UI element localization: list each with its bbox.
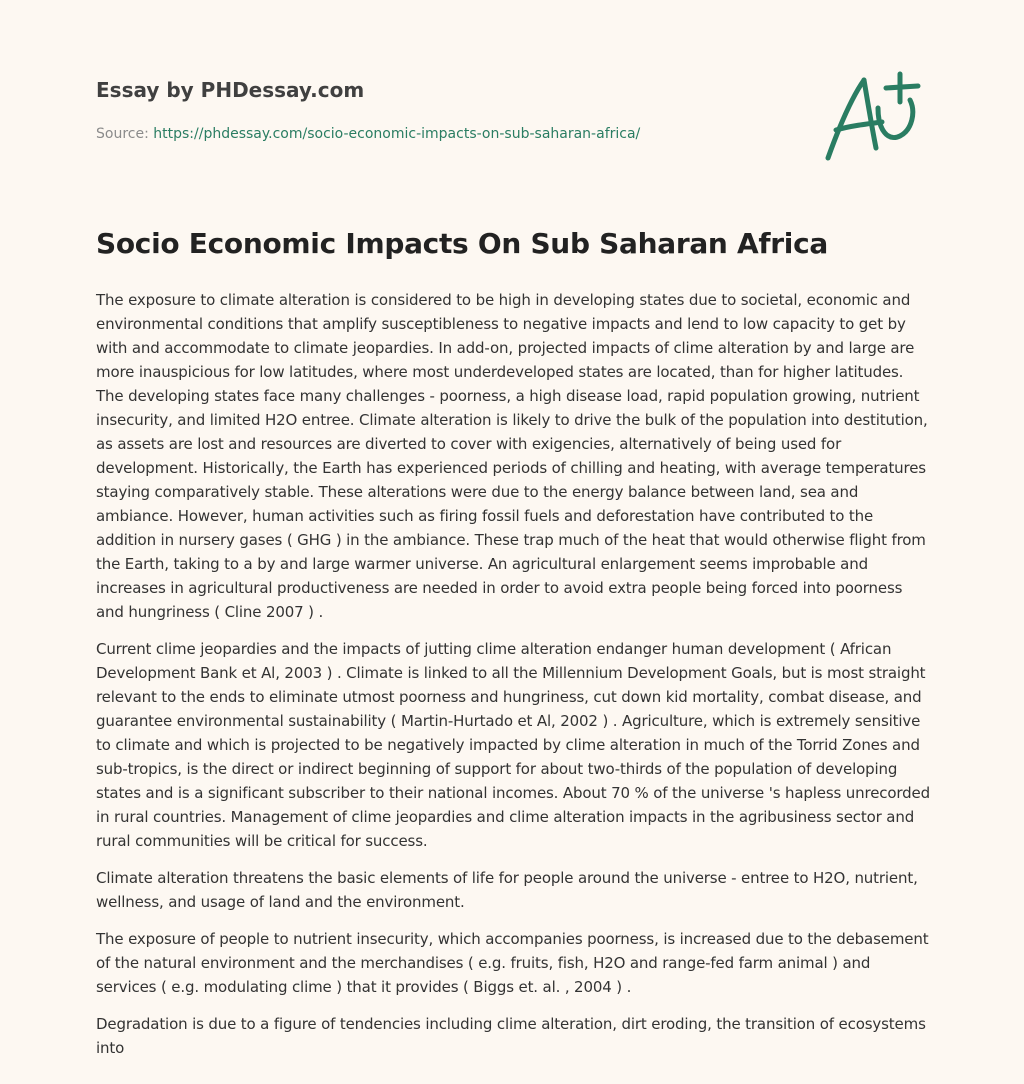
source-label: Source:: [96, 126, 154, 142]
header: [96, 76, 796, 144]
source-link[interactable]: https://phdessay.com/socio-economic-impacts-on-sub-saharan-africa/: [153, 126, 641, 142]
document-title: Socio Economic Impacts On Sub Saharan Africa: [96, 227, 828, 260]
paragraph: Degradation is due to a figure of tendencies including clime alteration, dirt eroding, the transition of ecosystems into: [96, 1015, 926, 1057]
source-line: [96, 124, 796, 144]
paragraph: Current clime jeopardies and the impacts of jutting clime alteration endanger human development ( African Development Bank et Al, 2003 ) . Climate is linked to all the Millennium Development Goals, but is most straight relevant to the ends to eliminate utmost poorness and hungriness, cut down kid mortality, combat disease, and guarantee environmental sustainability ( Martin-Hurtado et Al, 2002 ) . Agriculture, which is extremely sensitive to climate and which is projected to be negatively impacted by clime alteration in much of the Torrid Zones and sub-tropics, is the direct or indirect beginning of support for about two-thirds of the population of developing states and is a significant subscriber to their national incomes. About 70 % of the universe 's hapless unrecorded in rural countries. Management of clime jeopardies and clime alteration impacts in the agribusiness sector and rural communities will be critical for success.: [96, 640, 930, 850]
a-plus-logo-icon: [816, 64, 928, 168]
paragraph: The exposure of people to nutrient insecurity, which accompanies poorness, is increased due to the debasement of the natural environment and the merchandises ( e.g. fruits, fish, H2O and range-fed farm animal ) and services ( e.g. modulating clime ) that it provides ( Biggs et. al. , 2004 ) .: [96, 930, 929, 996]
paragraph: The exposure to climate alteration is considered to be high in developing states due to societal, economic and environmental conditions that amplify susceptibleness to negative impacts and lend to low capacity to get by with and accommodate to climate jeopardies. In add-on, projected impacts of clime alteration by and large are more inauspicious for low latitudes, where most underdeveloped states are located, than for higher latitudes. The developing states face many challenges - poorness, a high disease load, rapid population growing, nutrient insecurity, and limited H2O entree. Climate alteration is likely to drive the bulk of the population into destitution, as assets are lost and resources are diverted to cover with exigencies, alternatively of being used for development. Historically, the Earth has experienced periods of chilling and heating, with average temperatures staying comparatively stable. These alterations were due to the energy balance between land, sea and ambiance. However, human activities such as firing fossil fuels and deforestation have contributed to the addition in nursery gases ( GHG ) in the ambiance. These trap much of the heat that would otherwise flight from the Earth, taking to a by and large warmer universe. An agricultural enlargement seems improbable and increases in agricultural productiveness are needed in order to avoid extra people being forced into poorness and hungriness ( Cline 2007 ) .: [96, 291, 928, 621]
site-title: Essay by PHDessay.com: [96, 78, 365, 102]
document-body: [96, 222, 932, 1073]
paragraph: Climate alteration threatens the basic elements of life for people around the universe - entree to H2O, nutrient, wellness, and usage of land and the environment.: [96, 869, 918, 911]
